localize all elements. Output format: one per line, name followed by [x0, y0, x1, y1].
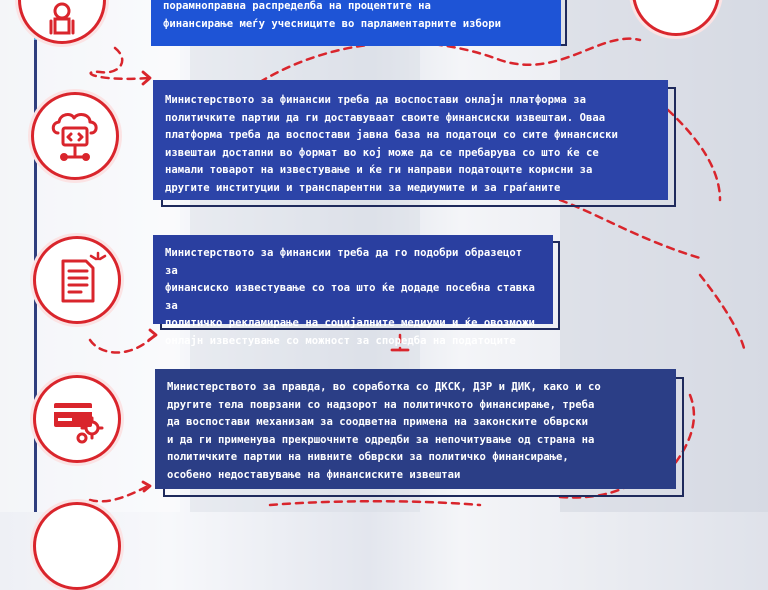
- text-block-2: [153, 80, 668, 200]
- block-4-line-6: особено недоставување на финансиските извештаи: [167, 468, 461, 481]
- icon-circle-2: [31, 92, 119, 180]
- block-2-line-4: извештаи достапни во формат во кој може да се пребарува со што ќе се: [165, 146, 599, 159]
- block-4-line-5: политичките партии на нивните обврски за политичко финансирање,: [167, 451, 569, 463]
- icon-circle-5: [33, 502, 121, 590]
- text-block-4: [155, 369, 676, 489]
- person-icon: [21, 0, 103, 41]
- icon-circle-3: [33, 236, 121, 324]
- block-3-line-1: Министерството за финансии треба да го подобри образецот за: [165, 247, 523, 277]
- block-2-line-2: политичките партии да ги доставуваат своите финансиски извештаи. Оваа: [165, 111, 606, 124]
- block-1-line-2: финансирање меѓу учесниците во парламентарните избори: [163, 17, 502, 30]
- block-1-line-1: порамноправна распределба на процентите на: [163, 0, 431, 12]
- block-3-line-3: политичко рекламирање на социјалните медиуми и ќе овозможи: [165, 317, 535, 329]
- block-2-line-1: Министерството за финансии треба да воспостави онлајн платформа за: [165, 94, 586, 106]
- block-4-line-2: другите тела поврзани со надзорот на политичкото финансирање, треба: [167, 398, 595, 411]
- text-block-3: [153, 235, 553, 347]
- icon-circle-4: [33, 375, 121, 463]
- block-4-line-3: да воспостави механизам за соодветна примена на законските обврски: [167, 416, 588, 428]
- icon-circle-1: [18, 0, 106, 44]
- block-2-line-3: платформа треба да воспостави јавна база на податоци со сите финансиски: [165, 129, 618, 141]
- card-gears-icon: [36, 378, 118, 460]
- block-3-line-2: финансиско известување со тоа што ќе додаде посебна ставка за: [165, 282, 535, 312]
- block-4-line-1: Министерството за правда, во соработка со ДКСК, ДЗР и ДИК, како и со: [167, 381, 601, 393]
- cloud-code-icon: [34, 95, 116, 177]
- block-2-line-6: другите институции и транспарентни за медиумите и за граѓаните: [165, 181, 561, 194]
- block-4-line-4: и да ги применува прекршочните одредби за непочитување од страна на: [167, 433, 595, 446]
- document-icon: [36, 239, 118, 321]
- block-2-line-5: намали товарот на известување и ќе ги направи податоците корисни за: [165, 164, 593, 176]
- text-block-1: [151, 0, 561, 46]
- block-3-line-4: онлајн известување со можност за споредба на податоците: [165, 334, 516, 347]
